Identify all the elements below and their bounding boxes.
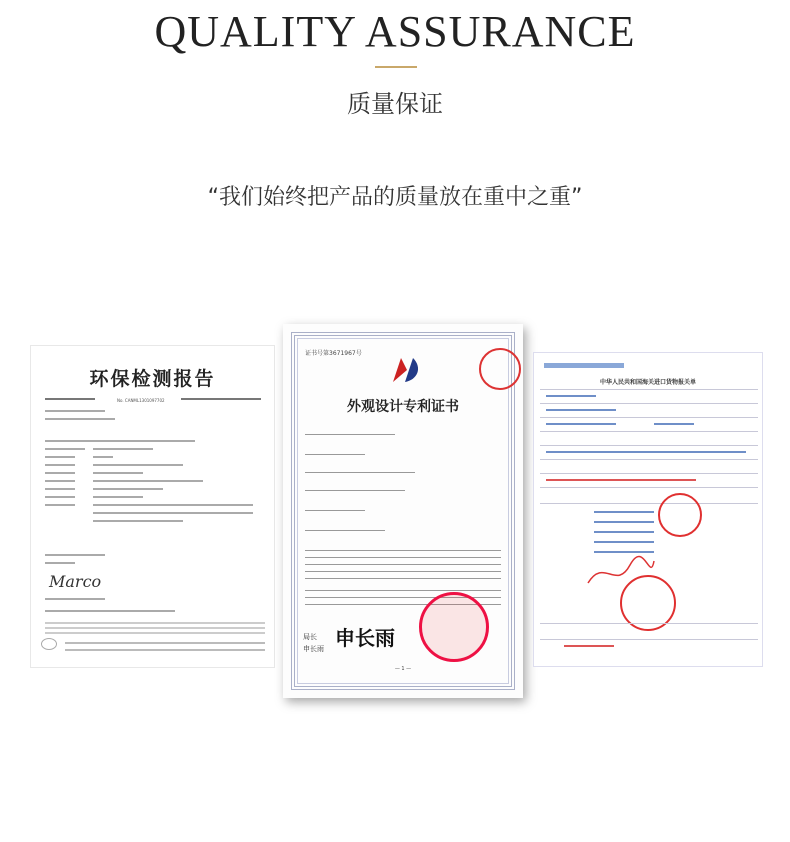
signer-title: 局长 — [303, 633, 317, 641]
env-report-heading: 环保检测报告 — [89, 368, 216, 390]
page-title-en: QUALITY ASSURANCE — [154, 7, 636, 56]
text-line — [45, 610, 175, 612]
table-line — [540, 623, 758, 624]
patent-heading: 外观设计专利证书 — [347, 399, 459, 415]
table-line — [540, 417, 758, 418]
design-patent-certificate-image — [283, 324, 523, 698]
text-line — [45, 562, 75, 564]
blue-text — [546, 451, 746, 453]
env-report-signature: Marco — [49, 572, 102, 591]
text-line — [93, 480, 203, 482]
text-line — [305, 454, 365, 455]
text-line — [45, 554, 105, 556]
table-line — [540, 431, 758, 432]
text-line — [93, 504, 253, 506]
customs-declaration-image — [533, 352, 763, 667]
blue-text — [546, 395, 596, 397]
patent-signature: 申长雨 — [335, 626, 395, 650]
slogan: “我们始终把产品的质量放在重中之重” — [207, 185, 583, 210]
red-text — [546, 479, 696, 481]
text-line — [45, 488, 75, 490]
patent-office-emblem-icon — [387, 352, 427, 388]
table-line — [540, 459, 758, 460]
text-line — [65, 649, 265, 651]
blue-text — [594, 541, 654, 543]
text-line — [45, 472, 75, 474]
blue-text — [546, 409, 616, 411]
blue-text — [594, 511, 654, 513]
text-line — [93, 464, 183, 466]
text-line — [305, 472, 415, 473]
text-line — [45, 504, 75, 506]
state-seal-icon — [419, 592, 489, 662]
sgs-logo-icon — [41, 638, 57, 650]
text-line — [305, 578, 501, 579]
text-line — [45, 398, 95, 400]
text-line — [45, 598, 105, 600]
text-line — [45, 418, 115, 420]
text-line — [181, 398, 261, 400]
text-line — [305, 530, 385, 531]
text-line — [65, 642, 265, 644]
text-line — [93, 472, 143, 474]
customs-stamp-icon — [658, 493, 702, 537]
text-line — [305, 590, 501, 591]
text-line — [45, 496, 75, 498]
red-text — [564, 645, 614, 647]
text-line — [45, 632, 265, 634]
page-title-zh: 质量保证 — [347, 90, 443, 118]
text-line — [305, 564, 501, 565]
text-line — [93, 448, 153, 450]
text-line — [45, 448, 85, 450]
customs-heading: 中华人民共和国海关进口货物报关单 — [599, 379, 696, 386]
table-line — [540, 503, 758, 504]
text-line — [45, 464, 75, 466]
text-line — [305, 557, 501, 558]
text-line — [45, 622, 265, 624]
text-line — [45, 410, 105, 412]
env-report-number: No. CANML1301097702 — [117, 398, 165, 403]
text-line — [45, 456, 75, 458]
text-line — [93, 520, 183, 522]
text-line — [45, 627, 265, 629]
table-line — [540, 445, 758, 446]
text-line — [93, 512, 253, 514]
table-line — [540, 487, 758, 488]
text-line — [93, 488, 163, 490]
text-line — [305, 571, 501, 572]
blue-text — [594, 521, 654, 523]
text-line — [93, 456, 113, 458]
text-line — [45, 440, 195, 442]
patent-seal-icon — [479, 348, 521, 390]
text-line — [45, 480, 75, 482]
table-line — [540, 403, 758, 404]
patent-cert-number: 证书号第3671967号 — [305, 350, 362, 357]
blue-text — [546, 423, 616, 425]
table-line — [540, 473, 758, 474]
blue-text — [594, 531, 654, 533]
text-line — [305, 490, 405, 491]
text-line — [305, 550, 501, 551]
signer-name: 申长雨 — [303, 645, 324, 653]
text-line — [93, 496, 143, 498]
text-line — [305, 510, 365, 511]
text-line — [305, 434, 395, 435]
env-test-report-image — [30, 345, 275, 668]
page-footer: — 1 — — [394, 666, 412, 672]
barcode — [544, 363, 624, 368]
table-line — [540, 639, 758, 640]
blue-text — [654, 423, 694, 425]
title-divider — [375, 66, 417, 68]
table-line — [540, 389, 758, 390]
